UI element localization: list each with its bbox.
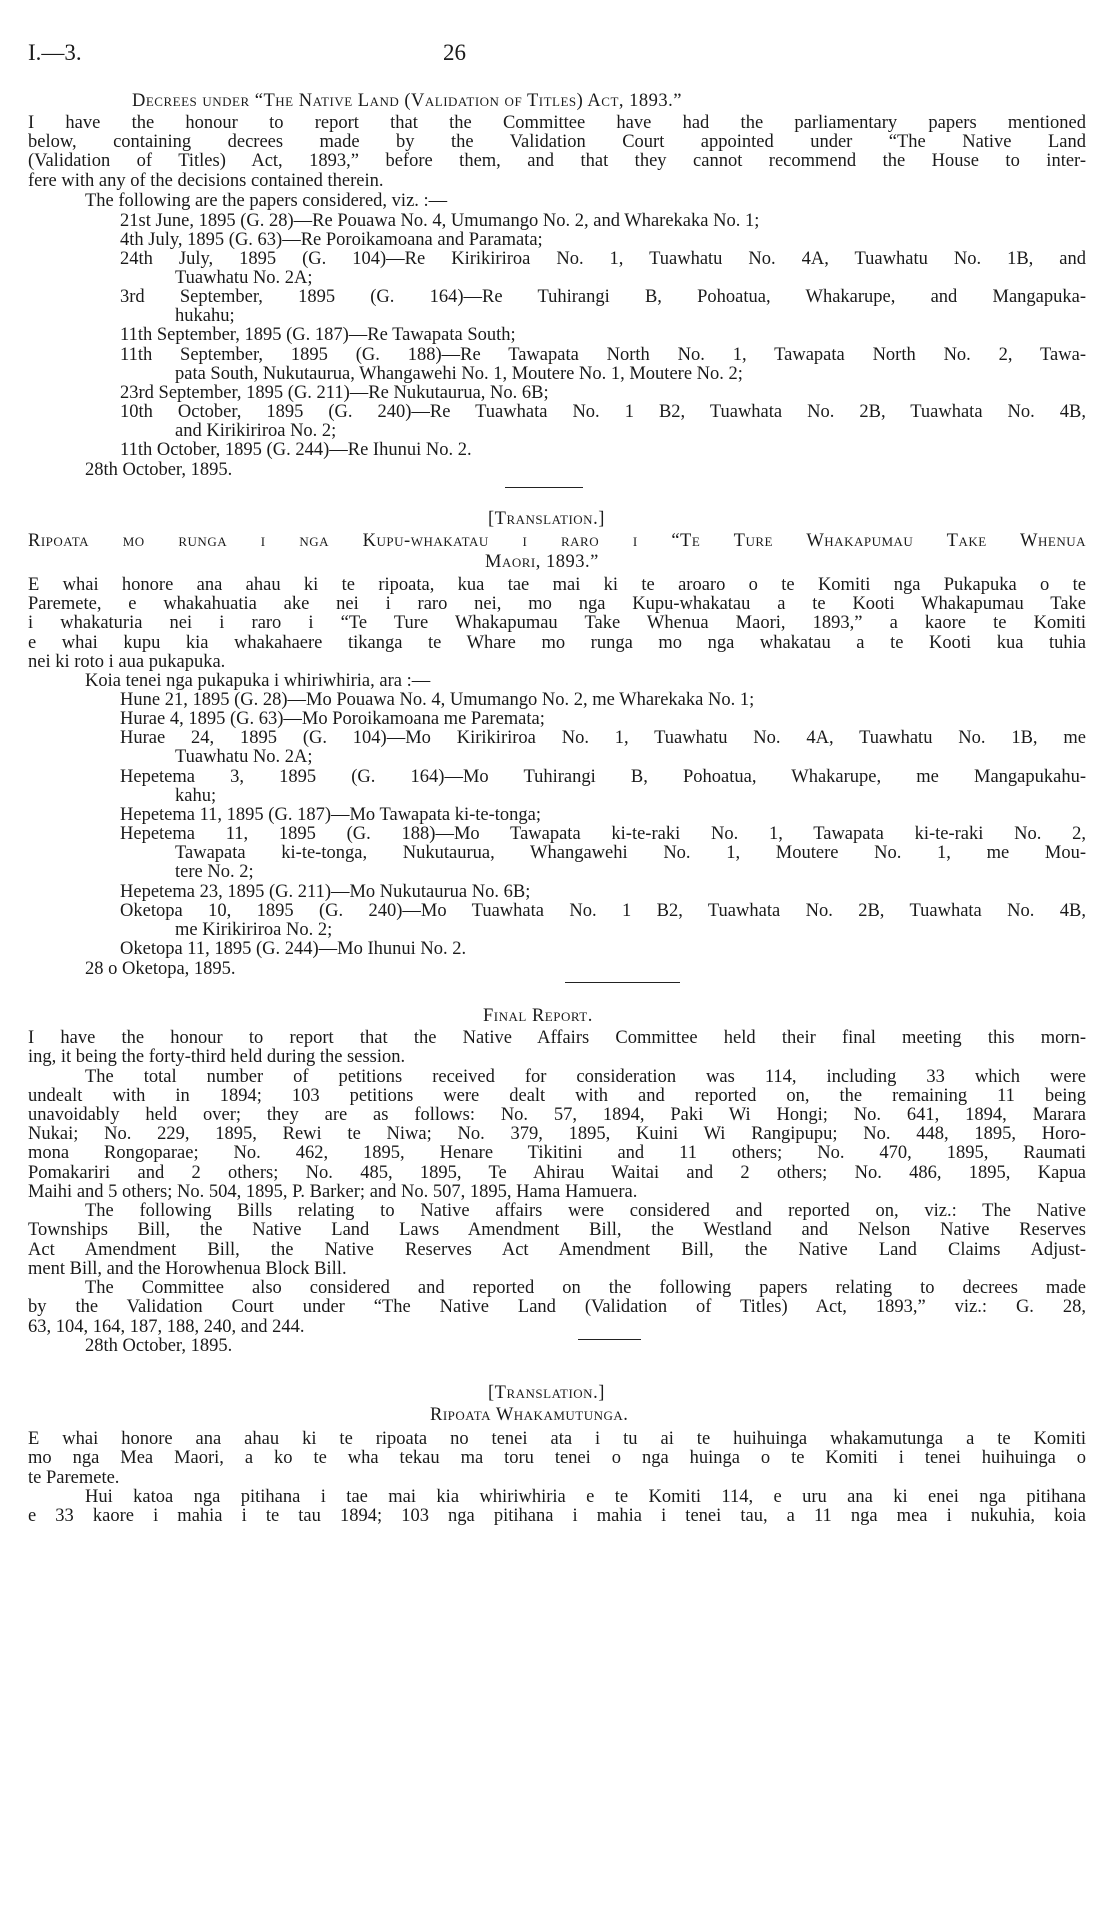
list-item: pata South, Nukutaurua, Whangawehi No. 1, Moutere No. 1, Moutere No. 2;	[175, 364, 743, 384]
list-item: Oketopa 11, 1895 (G. 244)—Mo Ihunui No. 2.	[120, 939, 467, 959]
list-item: Hepetema 11, 1895 (G. 187)—Mo Tawapata ki-te-tonga;	[120, 805, 542, 825]
paragraph-line: i whakaturia nei i raro i “Te Ture Whakapumau Take Whenua Maori, 1893,” a kaore te Komiti	[28, 613, 1086, 633]
section-title: Ripoata Whakamutunga.	[430, 1405, 629, 1425]
list-item: 3rd September, 1895 (G. 164)—Re Tuhirangi B, Pohoatua, Whakarupe, and Mangapuka-	[120, 287, 1086, 307]
paragraph-line: by the Validation Court under “The Native Land (Validation of Titles) Act, 1893,” viz.: G. 28,	[28, 1297, 1086, 1317]
list-item: Tuawhatu No. 2A;	[175, 268, 313, 288]
list-item: Oketopa 10, 1895 (G. 240)—Mo Tuawhata No. 1 B2, Tuawhata No. 2B, Tuawhata No. 4B,	[120, 901, 1086, 921]
paragraph-line: ment Bill, and the Horowhenua Block Bill.	[28, 1259, 347, 1279]
list-item: Tawapata ki-te-tonga, Nukutaurua, Whangawehi No. 1, Moutere No. 1, me Mou-	[175, 843, 1086, 863]
section-divider	[578, 1339, 641, 1340]
paragraph-line: Paremete, e whakahuatia ake nei i raro nei, mo nga Kupu-whakatau a te Kooti Whakapumau Take	[28, 594, 1086, 614]
list-item: Hune 21, 1895 (G. 28)—Mo Pouawa No. 4, Umumango No. 2, me Wharekaka No. 1;	[120, 690, 755, 710]
paragraph-line: e 33 kaore i mahia i te tau 1894; 103 nga pitihana i mahia i tenei tau, a 11 nga mea i nukuhia, koia	[28, 1506, 1086, 1526]
paragraph-line: nei ki roto i aua pukapuka.	[28, 652, 226, 672]
date-line: 28 o Oketopa, 1895.	[85, 959, 236, 979]
date-line: 28th October, 1895.	[85, 460, 233, 480]
section-divider	[505, 487, 583, 488]
paragraph-line: I have the honour to report that the Committee have had the parliamentary papers mentioned	[28, 113, 1086, 133]
paragraph-line: (Validation of Titles) Act, 1893,” before them, and that they cannot recommend the House to inter-	[28, 151, 1086, 171]
section-title: Final Report.	[483, 1006, 593, 1026]
paragraph-line: The total number of petitions received for consideration was 114, including 33 which were	[85, 1067, 1086, 1087]
list-item: Hepetema 11, 1895 (G. 188)—Mo Tawapata ki-te-raki No. 1, Tawapata ki-te-raki No. 2,	[120, 824, 1086, 844]
paragraph-line: Hui katoa nga pitihana i tae mai kia whiriwhiria e te Komiti 114, e uru ana ki enei nga pitihana	[85, 1487, 1086, 1507]
paragraph-line: The Committee also considered and reported on the following papers relating to decrees made	[85, 1278, 1086, 1298]
list-item: Hurae 24, 1895 (G. 104)—Mo Kirikiriroa No. 1, Tuawhatu No. 4A, Tuawhatu No. 1B, me	[120, 728, 1086, 748]
paragraph-line: E whai honore ana ahau ki te ripoata, kua tae mai ki te aroaro o te Komiti nga Pukapuka o te	[28, 575, 1086, 595]
paragraph-line: Maihi and 5 others; No. 504, 1895, P. Barker; and No. 507, 1895, Hama Hamuera.	[28, 1182, 638, 1202]
paragraph-line: mo nga Mea Maori, a ko te wha tekau ma toru tenei o nga huinga o te Komiti i tenei huihuinga o	[28, 1448, 1086, 1468]
list-item: Hepetema 23, 1895 (G. 211)—Mo Nukutaurua No. 6B;	[120, 882, 531, 902]
paragraph-line: below, containing decrees made by the Validation Court appointed under “The Native Land	[28, 132, 1086, 152]
paragraph-line: Townships Bill, the Native Land Laws Amendment Bill, the Westland and Nelson Native Reserves	[28, 1220, 1086, 1240]
translation-label: [Translation.]	[488, 509, 605, 529]
list-item: 4th July, 1895 (G. 63)—Re Poroikamoana and Paramata;	[120, 230, 543, 250]
list-item: 24th July, 1895 (G. 104)—Re Kirikiriroa No. 1, Tuawhatu No. 4A, Tuawhatu No. 1B, and	[120, 249, 1086, 269]
paragraph-line: Act Amendment Bill, the Native Reserves Act Amendment Bill, the Native Land Claims Adjust-	[28, 1240, 1086, 1260]
date-line: 28th October, 1895.	[85, 1336, 233, 1356]
list-intro: Koia tenei nga pukapuka i whiriwhiria, ara :—	[85, 671, 431, 691]
paragraph-line: mona Rongoparae; No. 462, 1895, Henare Tikitini and 11 others; No. 470, 1895, Raumati	[28, 1143, 1086, 1163]
list-item: me Kirikiriroa No. 2;	[175, 920, 333, 940]
translation-label: [Translation.]	[488, 1383, 605, 1403]
list-item: 23rd September, 1895 (G. 211)—Re Nukutaurua, No. 6B;	[120, 383, 549, 403]
list-item: and Kirikiriroa No. 2;	[175, 421, 337, 441]
list-item: 10th October, 1895 (G. 240)—Re Tuawhata No. 1 B2, Tuawhata No. 2B, Tuawhata No. 4B,	[120, 402, 1086, 422]
paragraph-line: The following Bills relating to Native affairs were considered and reported on, viz.: The Native	[85, 1201, 1086, 1221]
list-item: 21st June, 1895 (G. 28)—Re Pouawa No. 4, Umumango No. 2, and Wharekaka No. 1;	[120, 211, 760, 231]
list-item: 11th September, 1895 (G. 188)—Re Tawapata North No. 1, Tawapata North No. 2, Tawa-	[120, 345, 1086, 365]
paragraph-line: 63, 104, 164, 187, 188, 240, and 244.	[28, 1317, 305, 1337]
list-item: Hepetema 3, 1895 (G. 164)—Mo Tuhirangi B, Pohoatua, Whakarupe, me Mangapukahu-	[120, 767, 1086, 787]
list-item: kahu;	[175, 786, 217, 806]
paragraph-line: undealt with in 1894; 103 petitions were dealt with and reported on, the remaining 11 being	[28, 1086, 1086, 1106]
section-divider	[565, 982, 680, 983]
list-item: Hurae 4, 1895 (G. 63)—Mo Poroikamoana me Paremata;	[120, 709, 545, 729]
list-item: 11th October, 1895 (G. 244)—Re Ihunui No. 2.	[120, 440, 472, 460]
paragraph-line: Nukai; No. 229, 1895, Rewi te Niwa; No. 379, 1895, Kuini Wi Rangipupu; No. 448, 1895, Horo-	[28, 1124, 1086, 1144]
paragraph-line: I have the honour to report that the Native Affairs Committee held their final meeting this morn-	[28, 1028, 1086, 1048]
paragraph-line: fere with any of the decisions contained therein.	[28, 171, 384, 191]
paragraph-line: Pomakariri and 2 others; No. 485, 1895, Te Ahirau Waitai and 2 others; No. 486, 1895, Kapua	[28, 1163, 1086, 1183]
paragraph-line: unavoidably held over; they are as follows: No. 57, 1894, Paki Wi Hongi; No. 641, 1894, Marara	[28, 1105, 1086, 1125]
paragraph-line: ing, it being the forty-third held during the session.	[28, 1047, 406, 1067]
list-item: Tuawhatu No. 2A;	[175, 747, 313, 767]
paragraph-line: e whai kupu kia whakahaere tikanga te Whare mo runga mo nga whakatau a te Kooti kua tuhia	[28, 633, 1086, 653]
paragraph-line: te Paremete.	[28, 1468, 120, 1488]
list-item: hukahu;	[175, 306, 235, 326]
paragraph-line: E whai honore ana ahau ki te ripoata no tenei ata i tu ai te huihuinga whakamutunga a te Komiti	[28, 1429, 1086, 1449]
list-intro: The following are the papers considered, viz. :—	[85, 191, 448, 211]
list-item: 11th September, 1895 (G. 187)—Re Tawapata South;	[120, 325, 516, 345]
list-item: tere No. 2;	[175, 862, 254, 882]
section-title: Ripoata mo runga i nga Kupu-whakatau i raro i “Te Ture Whakapumau Take Whenua	[28, 531, 1086, 551]
section-title: Decrees under “The Native Land (Validation of Titles) Act, 1893.”	[132, 91, 682, 111]
section-code: I.—3.	[28, 40, 82, 65]
page-number: 26	[443, 40, 466, 65]
section-title-cont: Maori, 1893.”	[485, 552, 599, 572]
